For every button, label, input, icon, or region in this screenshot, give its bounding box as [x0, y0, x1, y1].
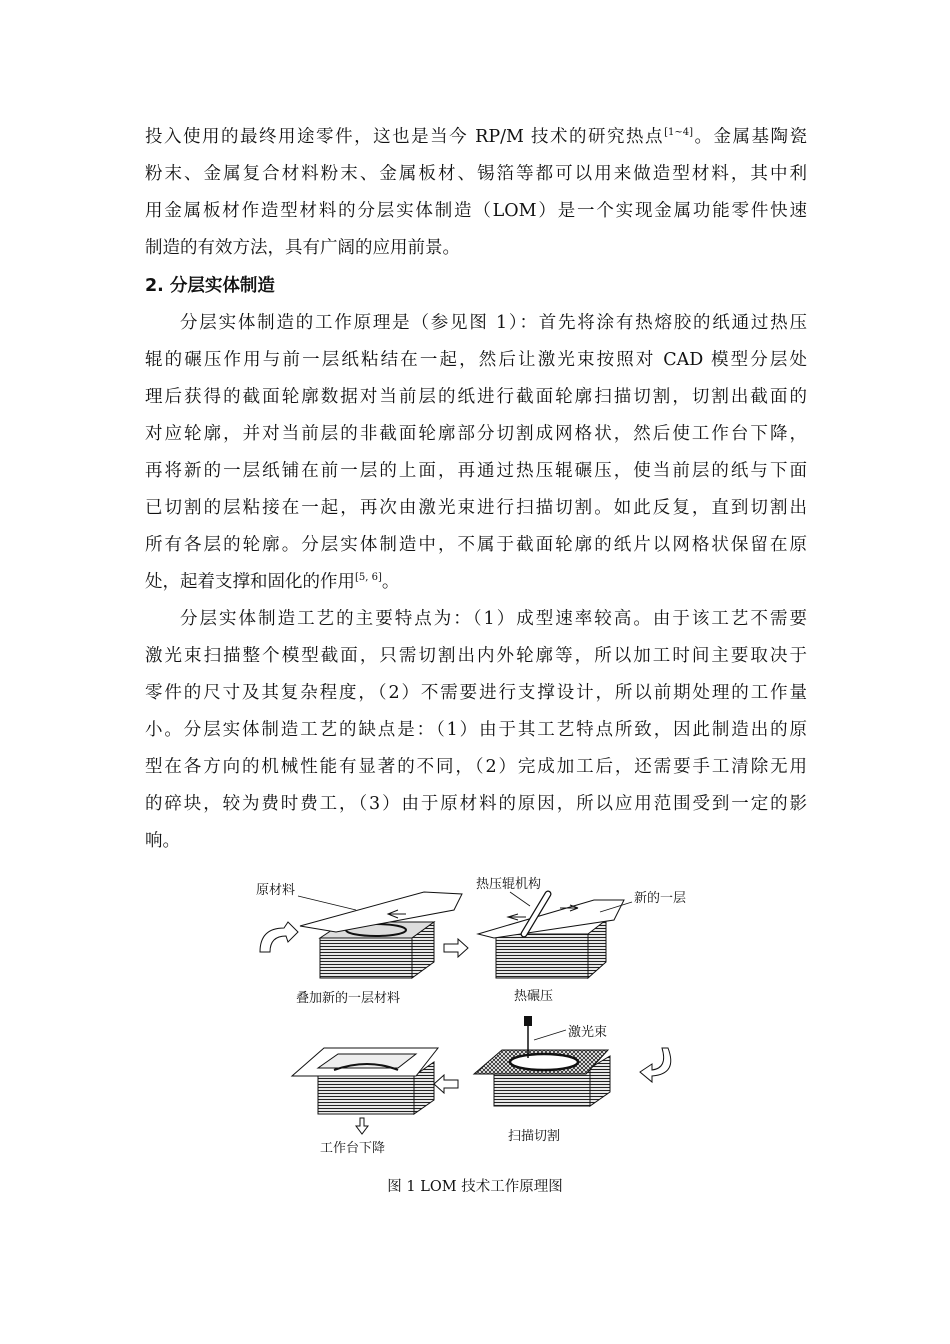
text-line: 对应轮廓，并对当前层的非截面轮廓部分切割成网格状，然后使工作台下降，: [145, 424, 807, 444]
paragraph-principle: [145, 305, 807, 601]
leader-line: [534, 1030, 566, 1040]
text-line: 零件的尺寸及其复杂程度，（2）不需要进行支撑设计，所以前期处理的工作量: [145, 683, 807, 703]
text-line: 制造的有效方法，具有广阔的应用前景。: [145, 238, 460, 258]
step-table-lower: [292, 1048, 438, 1134]
label-scan-cut: 扫描切割: [508, 1129, 561, 1144]
layer-stack: [320, 938, 412, 978]
label-table-lower: 工作台下降: [320, 1141, 386, 1156]
text-line: 粉末、金属复合材料粉末、金属板材、锡箔等都可以用来做造型材料，其中利: [145, 164, 807, 184]
stack-side: [588, 920, 606, 978]
text-line: 小。分层实体制造工艺的缺点是：（1）由于其工艺特点所致，因此制造出的原: [145, 720, 807, 740]
lom-process-figure: [248, 870, 708, 1160]
label-laser-beam: 激光束: [568, 1025, 608, 1040]
layer-stack: [496, 934, 588, 978]
step-stack-layer: [260, 892, 462, 978]
label-new-layer: 新的一层: [634, 891, 687, 906]
label-hot-roller: 热压辊机构: [476, 877, 542, 892]
left-arrow-icon: [434, 1075, 458, 1093]
text-line: 辊的碾压作用与前一层纸粘结在一起，然后让激光束按照对 CAD 模型分层处: [145, 350, 807, 370]
curved-arrow-icon: [260, 922, 298, 952]
cut-contour: [510, 1054, 578, 1070]
text-line: 投入使用的最终用途零件，这也是当今 RP/M 技术的研究热点[1~4]。金属基陶瓷: [145, 127, 807, 147]
text-line: 处，起着支撑和固化的作用[5, 6]。: [145, 572, 400, 592]
text-line: 所有各层的轮廓。分层实体制造中，不属于截面轮廓的纸片以网格状保留在原: [145, 535, 807, 555]
paragraph-intro: [145, 119, 807, 267]
figure-caption: 图 1 LOM 技术工作原理图: [387, 1179, 563, 1195]
leader-line: [510, 892, 530, 906]
text-line: 型在各方向的机械性能有显著的不同，（2）完成加工后，还需要手工清除无用: [145, 757, 807, 777]
text-line: 响。: [145, 831, 180, 851]
text-line: 已切割的层粘接在一起，再次由激光束进行扫描切割。如此反复，直到切割出: [145, 498, 807, 518]
laser-head: [524, 1016, 532, 1026]
down-arrow-icon: [356, 1118, 368, 1134]
text-line: 用金属板材作造型材料的分层实体制造（LOM）是一个实现金属功能零件快速: [145, 201, 807, 221]
layer-stack: [318, 1076, 414, 1114]
text-line: 的碎块，较为费时费工，（3）由于原材料的原因，所以应用范围受到一定的影: [145, 794, 807, 814]
section-heading: 2. 分层实体制造: [145, 276, 275, 296]
step-hot-press: [478, 892, 632, 978]
right-arrow-icon: [444, 939, 468, 957]
citation: [1~4]: [664, 127, 693, 138]
label-stack-new-layer: 叠加新的一层材料: [296, 991, 401, 1006]
text-line: 再将新的一层纸铺在前一层的上面，再通过热压辊碾压，使当前层的纸与下面: [145, 461, 807, 481]
text-line: 理后获得的截面轮廓数据对当前层的纸进行截面轮廓扫描切割，切割出截面的: [145, 387, 807, 407]
leader-line: [298, 896, 356, 910]
text-line: 激光束扫描整个模型截面，只需切割出内外轮廓等，所以加工时间主要取决于: [145, 646, 807, 666]
text-line: 分层实体制造的工作原理是（参见图 1）：首先将涂有热熔胶的纸通过热压: [180, 313, 807, 333]
citation: [5, 6]: [355, 572, 382, 583]
label-hot-press: 热碾压: [514, 989, 554, 1004]
label-raw-material: 原材料: [256, 883, 296, 898]
paragraph-features: [145, 601, 807, 860]
text-line: 分层实体制造工艺的主要特点为：（1）成型速率较高。由于该工艺不需要: [180, 609, 807, 629]
curved-arrow-icon: [640, 1048, 671, 1082]
